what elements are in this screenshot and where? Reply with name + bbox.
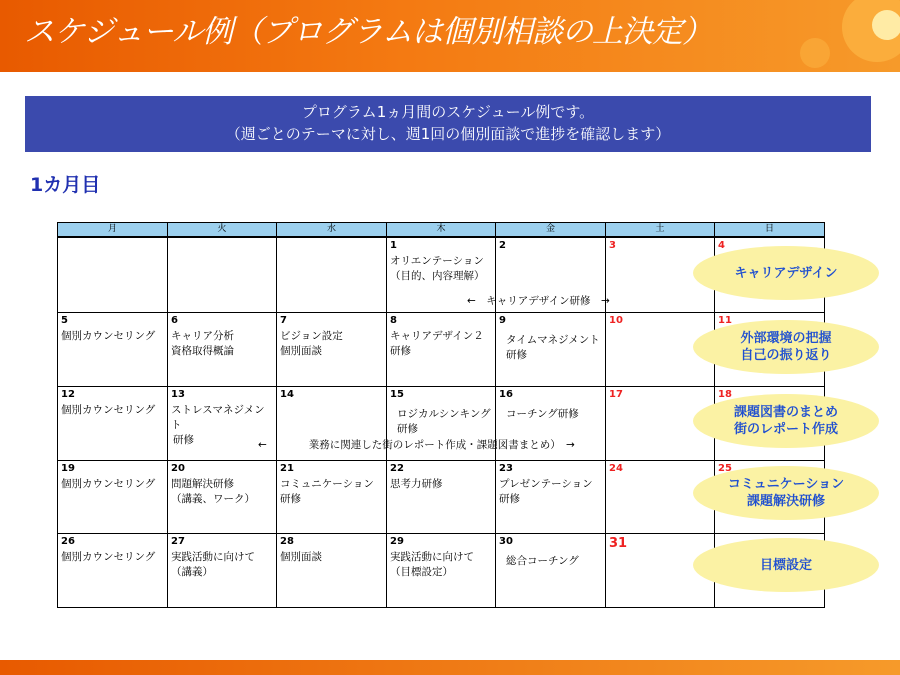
event-line: 研修 xyxy=(280,493,301,505)
calendar-day-cell xyxy=(386,533,496,608)
week-theme-line: キャリアデザイン xyxy=(734,265,838,281)
event-text xyxy=(61,403,155,418)
calendar-day-cell xyxy=(495,533,606,608)
event-line: 研修 xyxy=(397,423,418,435)
calendar-day-cell xyxy=(57,312,168,387)
calendar-day-cell xyxy=(57,237,168,313)
header-bar xyxy=(0,0,900,72)
event-line: 個別面談 xyxy=(280,551,322,563)
day-number: 16 xyxy=(499,389,513,400)
event-line: プレゼンテーション xyxy=(499,478,593,490)
week-theme-line: 街のレポート作成 xyxy=(733,422,838,437)
event-text xyxy=(171,329,234,359)
event-text xyxy=(61,477,155,492)
span-label-career: ← キャリアデザイン研修 → xyxy=(467,295,610,307)
calendar-day-cell xyxy=(276,237,387,313)
week-theme-line: コミュニケーション xyxy=(727,477,845,492)
event-text xyxy=(390,550,474,580)
event-line: 研修 xyxy=(499,493,520,505)
calendar-day-cell xyxy=(167,237,277,313)
calendar-day-cell xyxy=(167,460,277,534)
calendar-day-cell xyxy=(276,460,387,534)
day-header: 木 xyxy=(386,222,496,237)
event-line: 個別面談 xyxy=(280,345,322,357)
day-number: 14 xyxy=(280,389,294,400)
event-line: 研修 xyxy=(173,434,194,446)
calendar-day-cell xyxy=(276,533,387,608)
day-number: 3 xyxy=(609,240,616,251)
month-title: 1カ月目 xyxy=(30,174,101,196)
event-line: 個別カウンセリング xyxy=(61,478,156,490)
event-line: （目標設定） xyxy=(390,566,453,578)
event-line: 研修 xyxy=(506,349,527,361)
event-text xyxy=(390,254,485,284)
span-label-report: ← 業務に関連した街のレポート作成・課題図書まとめ） → xyxy=(258,439,575,451)
week-theme-line: 課題図書のまとめ xyxy=(733,405,838,420)
week-theme-text xyxy=(734,265,837,282)
week-theme-oval xyxy=(693,320,879,374)
day-number: 11 xyxy=(718,315,732,326)
day-number: 31 xyxy=(609,536,628,551)
day-number: 18 xyxy=(718,389,732,400)
event-text xyxy=(280,550,322,565)
event-line: 実践活動に向けて xyxy=(171,551,255,563)
event-text xyxy=(280,477,374,507)
event-text xyxy=(499,477,593,507)
calendar-day-cell xyxy=(495,460,606,534)
event-line: コミュニケーション xyxy=(280,478,374,490)
event-text xyxy=(171,477,255,507)
day-header: 水 xyxy=(276,222,387,237)
event-line: タイムマネジメント xyxy=(506,334,600,346)
day-number: 21 xyxy=(280,463,294,474)
day-number: 6 xyxy=(171,315,178,326)
event-text xyxy=(390,477,443,492)
day-number: 10 xyxy=(609,315,623,326)
banner-line-1: プログラム1ヵ月間のスケジュール例です。 xyxy=(301,103,595,121)
event-line: 問題解決研修 xyxy=(171,478,234,490)
info-banner xyxy=(25,96,871,152)
event-line: （目的、内容理解） xyxy=(390,270,485,282)
week-theme-line: 自己の振り返り xyxy=(740,348,832,363)
event-line: ストレスマネジメン xyxy=(171,404,265,416)
calendar-day-cell xyxy=(57,533,168,608)
week-theme-line: 外部環境の把握 xyxy=(740,331,832,346)
week-theme-line: 課題解決研修 xyxy=(746,494,825,509)
event-line: ト xyxy=(171,419,182,431)
day-header: 土 xyxy=(605,222,715,237)
event-line: （講義） xyxy=(171,566,213,578)
day-number: 2 xyxy=(499,240,506,251)
event-line: 個別カウンセリング xyxy=(61,551,156,563)
event-line: 資格取得概論 xyxy=(171,345,234,357)
day-number: 4 xyxy=(718,240,725,251)
event-line: 思考力研修 xyxy=(390,478,443,490)
calendar-day-cell xyxy=(495,312,606,387)
event-line: キャリア分析 xyxy=(171,330,234,342)
calendar-day-cell xyxy=(57,386,168,461)
day-number: 22 xyxy=(390,463,404,474)
day-number: 8 xyxy=(390,315,397,326)
day-number: 25 xyxy=(718,463,732,474)
day-number: 30 xyxy=(499,536,513,547)
calendar-day-cell xyxy=(167,312,277,387)
day-number: 7 xyxy=(280,315,287,326)
decor-circle xyxy=(800,38,830,68)
event-text xyxy=(397,407,491,437)
event-line: ビジョン設定 xyxy=(280,330,343,342)
week-theme-text xyxy=(728,476,844,510)
event-line: （講義、ワーク） xyxy=(171,493,255,505)
event-line: ロジカルシンキング xyxy=(397,408,491,420)
calendar-day-cell xyxy=(386,312,496,387)
day-number: 26 xyxy=(61,536,75,547)
banner-line-2: （週ごとのテーマに対し、週1回の個別面談で進捗を確認します） xyxy=(225,125,671,143)
footer-bar xyxy=(0,660,900,675)
week-theme-oval xyxy=(693,466,879,520)
day-header: 金 xyxy=(495,222,606,237)
event-text xyxy=(171,550,255,580)
event-line: 研修 xyxy=(390,345,411,357)
day-number: 1 xyxy=(390,240,397,251)
event-line: 個別カウンセリング xyxy=(61,330,156,342)
calendar-day-cell xyxy=(276,312,387,387)
event-line: 実践活動に向けて xyxy=(390,551,474,563)
calendar-day-cell xyxy=(167,533,277,608)
event-line: 個別カウンセリング xyxy=(61,404,156,416)
day-header: 火 xyxy=(167,222,277,237)
event-text xyxy=(390,329,484,359)
day-number: 5 xyxy=(61,315,68,326)
day-header: 日 xyxy=(714,222,825,237)
week-theme-oval xyxy=(693,394,879,448)
day-number: 15 xyxy=(390,389,404,400)
day-number: 28 xyxy=(280,536,294,547)
day-number: 29 xyxy=(390,536,404,547)
event-line: オリエンテーション xyxy=(390,255,484,267)
day-number: 23 xyxy=(499,463,513,474)
event-text xyxy=(280,329,343,359)
calendar-day-cell xyxy=(386,460,496,534)
event-text xyxy=(506,407,579,422)
event-text xyxy=(61,550,155,565)
day-number: 19 xyxy=(61,463,75,474)
day-number: 20 xyxy=(171,463,185,474)
day-header: 月 xyxy=(57,222,168,237)
event-text xyxy=(506,333,600,363)
event-line: 総合コーチング xyxy=(506,555,579,567)
day-number: 13 xyxy=(171,389,185,400)
week-theme-text xyxy=(734,404,838,438)
week-theme-text xyxy=(740,330,831,364)
week-theme-text xyxy=(760,557,812,574)
week-theme-oval xyxy=(693,246,879,300)
event-text xyxy=(506,554,579,569)
day-number: 12 xyxy=(61,389,75,400)
page-title: スケジュール例（プログラムは個別相談の上決定） xyxy=(24,14,712,50)
event-line: キャリアデザイン２ xyxy=(390,330,484,342)
day-number: 27 xyxy=(171,536,185,547)
day-number: 17 xyxy=(609,389,623,400)
decor-circle xyxy=(872,10,900,40)
calendar-day-cell xyxy=(57,460,168,534)
week-theme-line: 目標設定 xyxy=(759,557,812,573)
week-theme-oval xyxy=(693,538,879,592)
day-number: 9 xyxy=(499,315,506,326)
day-number: 24 xyxy=(609,463,623,474)
event-line: コーチング研修 xyxy=(506,408,579,420)
event-text xyxy=(171,403,265,448)
event-text xyxy=(61,329,155,344)
